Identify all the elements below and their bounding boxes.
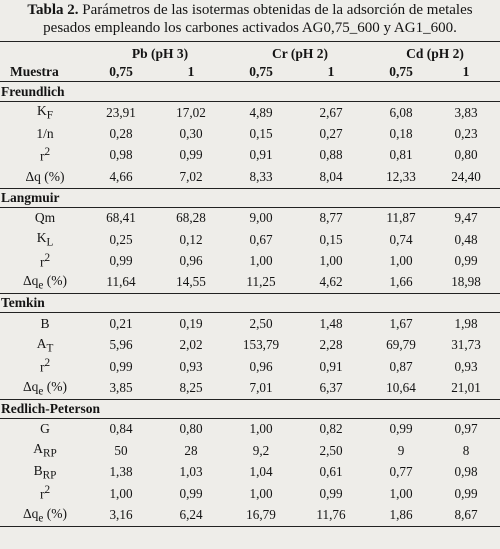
value-cell: 0,99: [454, 253, 478, 269]
value-cell: 2,50: [319, 442, 343, 458]
section-name: Langmuir: [0, 188, 500, 207]
parameter-row: [0, 145, 500, 166]
parameter-symbol: 1/n: [36, 126, 54, 142]
value-cell: 68,28: [176, 210, 206, 226]
value-cell: 9,00: [249, 210, 273, 226]
header-samples-row: [0, 63, 500, 82]
parameter-symbol: Qm: [34, 210, 56, 226]
value-cell: 0,15: [249, 126, 273, 142]
value-cell: 8: [462, 442, 470, 458]
parameter-unit: (%): [46, 378, 68, 394]
value-cell: 0,21: [109, 315, 133, 331]
parameter-subscript: RP: [42, 448, 57, 461]
value-cell: 153,79: [242, 337, 280, 353]
parameter-label: [0, 377, 90, 399]
parameter-symbol: Δq: [22, 273, 39, 289]
parameter-label: [0, 250, 90, 271]
value-cell: 23,91: [106, 104, 136, 120]
value-cell: 18,98: [432, 272, 500, 294]
value-cell: 0,12: [179, 231, 203, 247]
value-cell: 11,64: [90, 272, 152, 294]
value-cell: 1,00: [389, 485, 413, 501]
value-cell: 1,38: [109, 464, 133, 480]
value-cell: 6,37: [292, 377, 370, 399]
header-metal-cd: Cd (pH 2): [370, 42, 500, 64]
parameter-label: [0, 123, 90, 144]
value-cell: 5,96: [109, 337, 133, 353]
parameter-label: [0, 418, 90, 440]
parameter-row: [0, 102, 500, 124]
value-cell: 0,81: [389, 147, 413, 163]
parameter-row: [0, 418, 500, 440]
value-cell: 0,93: [454, 358, 478, 374]
parameter-label: [0, 461, 90, 482]
value-cell: 16,79: [230, 504, 292, 526]
parameter-row: [0, 440, 500, 461]
value-cell: 12,33: [370, 166, 432, 188]
value-cell: 0,19: [179, 315, 203, 331]
value-cell: 8,25: [152, 377, 230, 399]
value-cell: 8,77: [319, 210, 343, 226]
parameter-row: [0, 250, 500, 271]
parameter-row: [0, 377, 500, 399]
header-corner: [0, 42, 90, 64]
parameter-symbol: K: [36, 103, 47, 119]
value-cell: 2,02: [179, 337, 203, 353]
value-cell: 0,91: [319, 358, 343, 374]
parameter-row: [0, 123, 500, 144]
value-cell: 8,67: [432, 504, 500, 526]
value-cell: 0,61: [319, 464, 343, 480]
value-cell: 1,00: [249, 421, 273, 437]
value-cell: 0,15: [319, 231, 343, 247]
value-cell: 1,00: [319, 253, 343, 269]
value-cell: 0,97: [454, 421, 478, 437]
value-cell: 69,79: [386, 337, 416, 353]
header-sample: 1: [432, 63, 500, 82]
value-cell: 24,40: [432, 166, 500, 188]
value-cell: 11,76: [292, 504, 370, 526]
value-cell: 1,00: [109, 485, 133, 501]
value-cell: 0,18: [389, 126, 413, 142]
parameter-subscript: T: [46, 342, 54, 355]
parameter-row: [0, 335, 500, 356]
value-cell: 0,30: [179, 126, 203, 142]
value-cell: 10,64: [370, 377, 432, 399]
value-cell: 1,00: [249, 253, 273, 269]
value-cell: 0,77: [389, 464, 413, 480]
value-cell: 0,99: [179, 485, 203, 501]
value-cell: 9: [397, 442, 405, 458]
parameter-label: [0, 356, 90, 377]
parameter-row: [0, 313, 500, 335]
value-cell: 0,98: [109, 147, 133, 163]
table-caption-text: Parámetros de las isotermas obtenidas de la adsorción de metales pesados empleando los carbones activados AG0,75_600 y AG1_600.: [43, 2, 473, 36]
value-cell: 28: [184, 442, 198, 458]
section-header-row: [0, 188, 500, 207]
header-metals-row: [0, 42, 500, 64]
value-cell: 0,67: [249, 231, 273, 247]
parameter-symbol: A: [36, 335, 47, 351]
table-caption-label: Tabla 2.: [27, 2, 79, 18]
value-cell: 0,80: [454, 147, 478, 163]
value-cell: 0,23: [454, 126, 478, 142]
header-sample: 0,75: [90, 63, 152, 82]
value-cell: 0,91: [249, 147, 273, 163]
section-header-row: [0, 82, 500, 102]
value-cell: 1,48: [319, 315, 343, 331]
parameter-symbol: r: [39, 359, 45, 375]
value-cell: 0,48: [454, 231, 478, 247]
section-name: Redlich-Peterson: [0, 399, 500, 418]
value-cell: 2,67: [319, 104, 343, 120]
value-cell: 0,96: [249, 358, 273, 374]
value-cell: 1,66: [370, 272, 432, 294]
parameter-label: [0, 207, 90, 229]
parameter-row: [0, 166, 500, 188]
value-cell: 3,85: [90, 377, 152, 399]
value-cell: 0,98: [454, 464, 478, 480]
parameter-label: [0, 102, 90, 124]
value-cell: 0,99: [319, 485, 343, 501]
value-cell: 0,74: [389, 231, 413, 247]
value-cell: 0,82: [319, 421, 343, 437]
value-cell: 0,25: [109, 231, 133, 247]
value-cell: 0,80: [179, 421, 203, 437]
parameter-subscript: e: [38, 279, 44, 292]
value-cell: 0,99: [109, 253, 133, 269]
value-cell: 0,93: [179, 358, 203, 374]
parameter-symbol: r: [39, 486, 45, 502]
value-cell: 4,66: [90, 166, 152, 188]
value-cell: 0,99: [109, 358, 133, 374]
value-cell: 17,02: [176, 104, 206, 120]
section-name: Freundlich: [0, 82, 500, 102]
header-metal-cr: Cr (pH 2): [230, 42, 370, 64]
parameter-row: [0, 461, 500, 482]
parameter-label: [0, 504, 90, 526]
parameter-label: [0, 229, 90, 250]
parameter-unit: (%): [46, 273, 68, 289]
value-cell: 0,87: [389, 358, 413, 374]
value-cell: 2,50: [249, 315, 273, 331]
parameter-row: [0, 356, 500, 377]
section-header-row: [0, 294, 500, 313]
parameter-superscript: 2: [44, 251, 51, 264]
parameter-row: [0, 229, 500, 250]
value-cell: 14,55: [152, 272, 230, 294]
value-cell: 0,99: [389, 421, 413, 437]
parameter-symbol: r: [39, 148, 45, 164]
value-cell: 8,04: [292, 166, 370, 188]
parameter-subscript: L: [46, 236, 54, 249]
adsorption-parameters-table: [0, 41, 500, 527]
parameter-superscript: 2: [44, 484, 51, 497]
parameter-symbol: B: [33, 462, 43, 478]
parameter-row: [0, 272, 500, 294]
parameter-symbol: K: [36, 230, 47, 246]
value-cell: 0,99: [179, 147, 203, 163]
header-metal-pb: Pb (pH 3): [90, 42, 230, 64]
value-cell: 68,41: [106, 210, 136, 226]
value-cell: 6,24: [152, 504, 230, 526]
value-cell: 7,02: [152, 166, 230, 188]
parameter-label: [0, 483, 90, 504]
parameter-row: [0, 504, 500, 526]
value-cell: 21,01: [432, 377, 500, 399]
parameter-label: [0, 272, 90, 294]
parameter-superscript: 2: [44, 146, 51, 159]
parameter-superscript: 2: [44, 357, 51, 370]
parameter-subscript: e: [38, 512, 44, 525]
value-cell: 3,83: [454, 104, 478, 120]
parameter-symbol: Δq: [22, 378, 39, 394]
value-cell: 1,98: [454, 315, 478, 331]
header-sample: 1: [152, 63, 230, 82]
parameter-label: [0, 335, 90, 356]
parameter-row: [0, 207, 500, 229]
parameter-unit: (%): [46, 505, 68, 521]
table-body: [0, 42, 500, 527]
parameter-label: [0, 145, 90, 166]
parameter-label: [0, 166, 90, 188]
section-header-row: [0, 399, 500, 418]
value-cell: 0,88: [319, 147, 343, 163]
value-cell: 0,27: [319, 126, 343, 142]
parameter-symbol: r: [39, 254, 45, 270]
value-cell: 0,99: [454, 485, 478, 501]
parameter-label: [0, 440, 90, 461]
value-cell: 4,62: [292, 272, 370, 294]
value-cell: 3,16: [90, 504, 152, 526]
value-cell: 6,08: [389, 104, 413, 120]
section-name: Temkin: [0, 294, 500, 313]
value-cell: 1,67: [389, 315, 413, 331]
header-sample: 0,75: [370, 63, 432, 82]
parameter-symbol: Δq: [25, 168, 41, 184]
parameter-symbol: G: [40, 421, 50, 437]
parameter-subscript: RP: [42, 469, 57, 482]
parameter-subscript: e: [38, 385, 44, 398]
parameter-symbol: A: [33, 441, 43, 457]
value-cell: 0,96: [179, 253, 203, 269]
value-cell: 4,89: [249, 104, 273, 120]
header-sample: 0,75: [230, 63, 292, 82]
value-cell: 7,01: [230, 377, 292, 399]
parameter-subscript: F: [46, 110, 53, 123]
value-cell: 9,47: [454, 210, 478, 226]
value-cell: 9,2: [252, 442, 270, 458]
parameter-label: [0, 313, 90, 335]
value-cell: 11,25: [230, 272, 292, 294]
value-cell: 50: [114, 442, 128, 458]
value-cell: 0,28: [109, 126, 133, 142]
value-cell: 11,87: [386, 210, 416, 226]
value-cell: 1,00: [389, 253, 413, 269]
value-cell: 1,86: [370, 504, 432, 526]
value-cell: 8,33: [230, 166, 292, 188]
value-cell: 2,28: [319, 337, 343, 353]
parameter-row: [0, 483, 500, 504]
value-cell: 1,03: [179, 464, 203, 480]
value-cell: 31,73: [451, 337, 481, 353]
header-sample: 1: [292, 63, 370, 82]
value-cell: 1,04: [249, 464, 273, 480]
header-muestra: Muestra: [0, 63, 90, 82]
parameter-symbol: B: [40, 315, 50, 331]
table-caption: [4, 1, 496, 37]
parameter-symbol: Δq: [22, 505, 39, 521]
parameter-unit: (%): [44, 168, 65, 184]
value-cell: 1,00: [249, 485, 273, 501]
value-cell: 0,84: [109, 421, 133, 437]
